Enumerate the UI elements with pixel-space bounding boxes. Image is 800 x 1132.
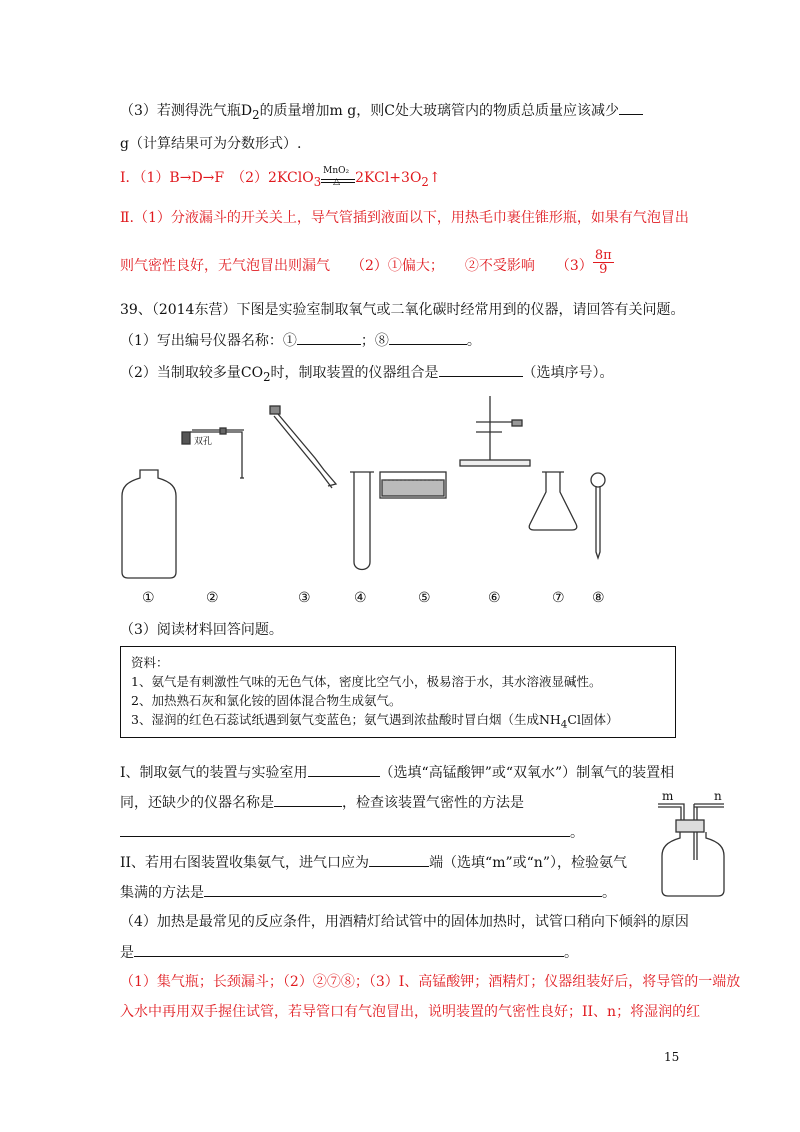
page-number: 15 <box>664 1050 680 1064</box>
question-text: （4）加热是最常见的反应条件，用酒精灯给试管中的固体加热时，试管口稍向下倾斜的原因 <box>120 914 689 930</box>
question-text: （选填序号）。 <box>522 365 614 381</box>
answer-blank[interactable] <box>439 362 523 377</box>
material-item-text: 3、湿润的红色石蕊试纸遇到氨气变蓝色；氨气遇到浓盐酸时冒白烟（生成NH <box>131 712 561 727</box>
subscript: 2 <box>421 174 429 189</box>
answer-blank[interactable] <box>389 330 467 345</box>
answer-text: ↑ <box>428 170 441 186</box>
q39-partI-line3 <box>120 822 584 843</box>
question-text: （3）阅读材料回答问题。 <box>120 622 283 638</box>
subscript: 2 <box>263 369 271 384</box>
apparatus-label-1: ① <box>142 590 155 606</box>
apparatus-label-6: ⑥ <box>488 590 501 606</box>
subscript: 4 <box>560 718 568 731</box>
stopper-tube-icon <box>182 428 244 478</box>
catalyst-label: MnO₂ <box>323 166 350 176</box>
material-item-text: Cl固体） <box>567 712 619 727</box>
subscript: 2 <box>252 107 260 122</box>
q38-part3-text-b: 的质量增加m g，则C处大玻璃管内的物质总质量应该减少 <box>259 103 619 119</box>
q39-partII-line1 <box>120 852 627 873</box>
question-text: 是 <box>120 945 134 961</box>
question-text: （选填“高锰酸钾”或“双氧水”）制氧气的装置相 <box>379 765 675 781</box>
q39-partII-line2 <box>120 882 616 903</box>
iron-stand-icon <box>460 396 530 466</box>
answer-blank[interactable] <box>120 822 570 837</box>
q39-answer-line2 <box>120 1002 700 1022</box>
question-text: 39、（2014东营）下图是实验室制取氧气或二氧化碳时经常用到的仪器，请回答有关问题。 <box>120 302 685 318</box>
answer-blank[interactable] <box>204 882 602 897</box>
port-m-label: m <box>662 790 674 803</box>
reaction-condition <box>321 166 355 187</box>
port-n-label: n <box>714 790 722 803</box>
answer-blank[interactable] <box>134 942 564 957</box>
answer-text: （1）集气瓶；长颈漏斗；（2）②⑦⑧；（3）I、高锰酸钾；酒精灯；仪器组装好后，将导管的一端放 <box>120 974 741 990</box>
answer-text: 则气密性良好，无气泡冒出则漏气 （2）①偏大； ②不受影响 （3） <box>120 258 593 274</box>
water-trough-icon <box>380 472 446 498</box>
collection-bottle-figure <box>650 790 740 900</box>
q38-part3-text-c: g（计算结果可为分数形式）. <box>120 136 302 152</box>
question-text: 。 <box>466 333 481 349</box>
material-item: 2、加热熟石灰和氯化铵的固体混合物生成氨气。 <box>131 693 402 708</box>
q39-part2 <box>120 362 614 387</box>
q39-part4-line2 <box>120 942 578 963</box>
apparatus-label-8: ⑧ <box>592 590 605 606</box>
apparatus-label-7: ⑦ <box>552 590 565 606</box>
fraction-denominator: 9 <box>599 261 608 277</box>
answer-text: Ⅰ．（1）B→D→F （2）2KClO <box>120 170 314 186</box>
q39-partI-line1 <box>120 762 674 783</box>
apparatus-label-2: ② <box>206 590 219 606</box>
question-text: （2）当制取较多量CO <box>120 365 264 381</box>
q38-part3-text: （3）若测得洗气瓶D <box>120 103 253 119</box>
fraction-numerator: 8π <box>594 247 612 263</box>
question-text: 时，制取装置的仪器组合是 <box>270 365 439 381</box>
answer-blank[interactable] <box>369 852 429 867</box>
long-neck-funnel-icon <box>270 406 336 488</box>
answer-text: 入水中再用双手握住试管，若导管口有气泡冒出，说明装置的气密性良好；II、n；将湿润的红 <box>120 1004 701 1020</box>
q39-part3 <box>120 620 283 640</box>
test-tube-icon <box>350 472 374 570</box>
apparatus-figure <box>110 392 710 592</box>
q39-part4-line1 <box>120 912 689 932</box>
conical-flask-icon <box>529 472 577 530</box>
question-text: 同，还缺少的仪器名称是 <box>120 795 274 811</box>
question-text: 端（选填“m”或“n”），检验氨气 <box>429 855 627 871</box>
thistle-funnel-icon <box>591 473 605 558</box>
q39-answer-line1 <box>120 972 740 992</box>
question-text: 。 <box>564 945 578 961</box>
question-text: I、制取氨气的装置与实验室用 <box>120 765 308 781</box>
gas-collecting-bottle-icon <box>122 470 176 578</box>
q38-answer-1 <box>120 168 441 192</box>
question-text: II、若用右图装置收集氨气，进气口应为 <box>120 855 370 871</box>
question-text: 。 <box>602 885 616 901</box>
question-text: 。 <box>570 825 584 841</box>
answer-text: Ⅱ.（1）分液漏斗的开关关上，导气管插到液面以下，用热毛巾裹住锥形瓶，如果有气泡冒出 <box>120 210 689 226</box>
heat-triangle-icon: △ <box>333 177 341 187</box>
apparatus-label-3: ③ <box>298 590 311 606</box>
answer-blank[interactable] <box>619 100 643 115</box>
material-item: 1、氨气是有刺激性气味的无色气体，密度比空气小，极易溶于水，其水溶液显碱性。 <box>131 674 602 689</box>
q39-header <box>120 300 684 320</box>
fraction <box>593 249 614 276</box>
question-text: ；⑧ <box>360 333 389 349</box>
stopper-label: 双孔 <box>194 437 213 447</box>
apparatus-label-4: ④ <box>354 590 367 606</box>
answer-text: 2KCl+3O <box>355 170 422 186</box>
answer-blank[interactable] <box>297 330 361 345</box>
q39-partI-line2 <box>120 792 524 813</box>
apparatus-label-5: ⑤ <box>418 590 431 606</box>
q38-answer-2-line1 <box>120 208 689 228</box>
q38-part3-line2 <box>120 134 301 154</box>
answer-blank[interactable] <box>308 762 380 777</box>
question-text: 集满的方法是 <box>120 885 204 901</box>
material-item <box>131 710 665 735</box>
question-text: （1）写出编号仪器名称：① <box>120 333 297 349</box>
q39-part1 <box>120 330 481 351</box>
answer-blank[interactable] <box>274 792 342 807</box>
material-title: 资料： <box>131 655 169 670</box>
material-box <box>120 646 676 738</box>
question-text: ，检查该装置气密性的方法是 <box>342 795 524 811</box>
q38-part3-line1 <box>120 100 643 125</box>
subscript: 3 <box>313 174 322 189</box>
